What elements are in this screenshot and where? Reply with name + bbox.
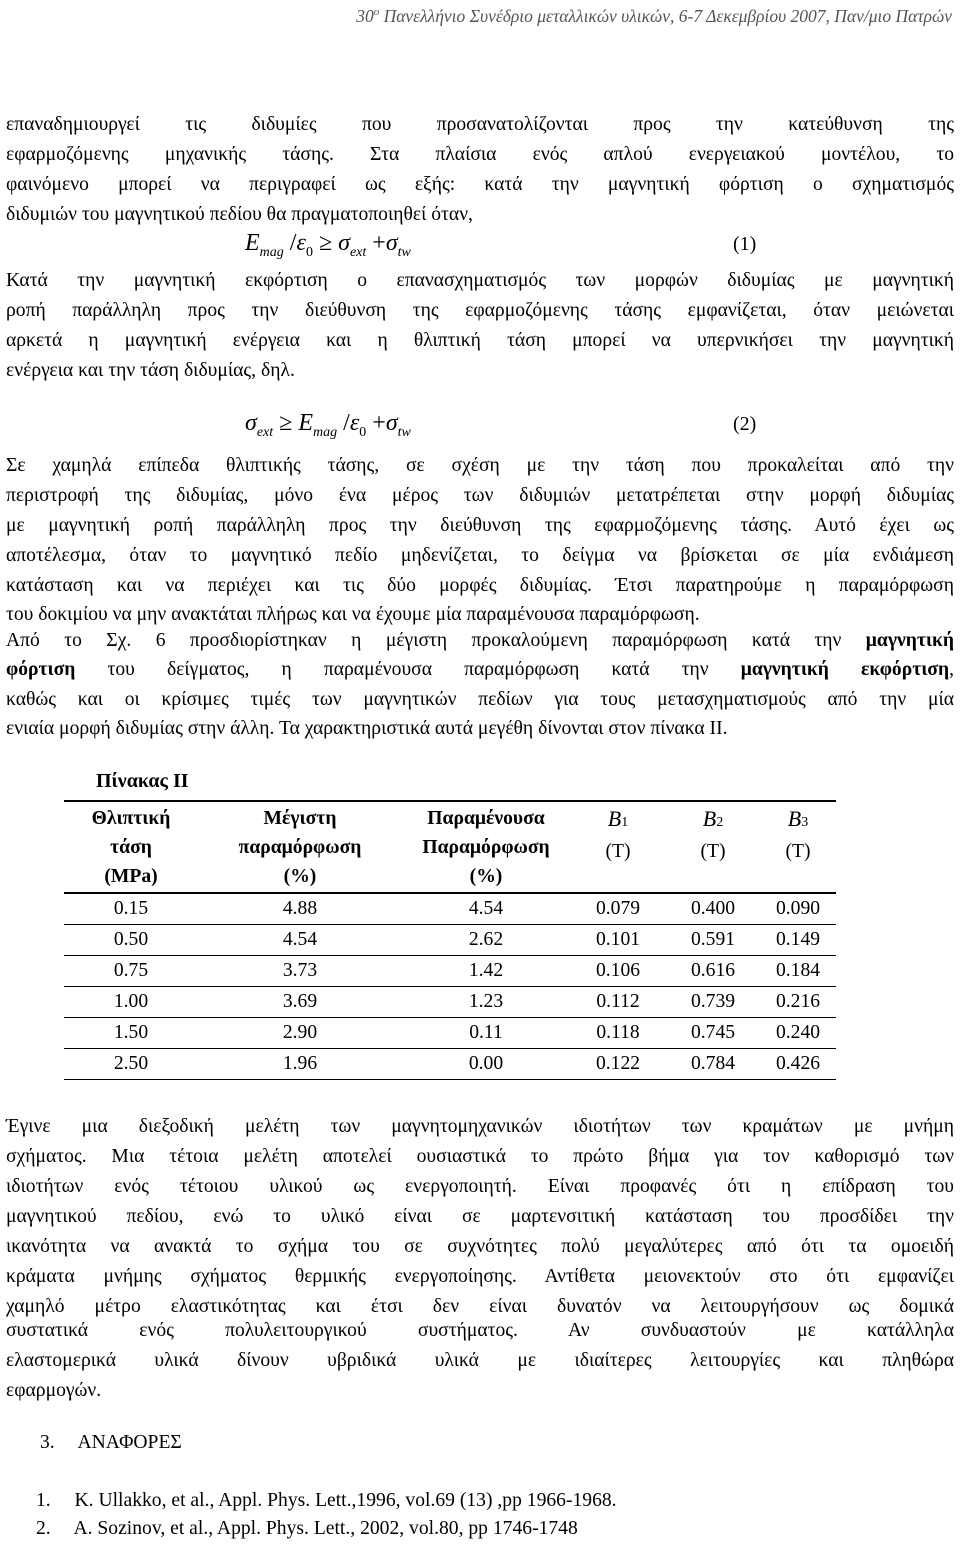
references-heading-num: 3. (40, 1432, 55, 1453)
eq2-eps: ε (349, 410, 360, 436)
table-row (64, 1049, 836, 1080)
header-text: (T) (700, 841, 726, 862)
table-cell: 3.73 (198, 956, 402, 987)
table-cell: 1.42 (402, 956, 570, 987)
table-cell: 4.54 (402, 893, 570, 925)
table-cell: 2.90 (198, 1018, 402, 1049)
table-cell: 0.00 (402, 1049, 570, 1080)
eq1-mag: mag (259, 245, 284, 260)
eq1-sigma-ext: σ (338, 230, 350, 256)
table-row (64, 925, 836, 956)
table-cell: 4.88 (198, 893, 402, 925)
text-line: του δοκιμίου να μην ανακτάται πλήρως και να έχουμε μία παραμένουσα παραμόρφωση. (6, 604, 700, 625)
header-cell (198, 801, 402, 893)
table-cell: 0.784 (666, 1049, 760, 1080)
text-line: ιδιοτήτων ενός τέτοιου υλικού ως ενεργοποιητή. Είναι προφανές ότι η επίδραση του (6, 1176, 954, 1197)
header-text: Μέγιστη (263, 808, 337, 829)
table-cell: 3.69 (198, 987, 402, 1018)
running-header (356, 6, 952, 27)
text-line: μαγνητικού πεδίου, ενώ το υλικό είναι σε μαρτενσιτική κατάσταση του προσδίδει την (6, 1206, 954, 1227)
table-header-row (64, 801, 836, 893)
para4-bold: μαγνητική εκφόρτιση (740, 659, 950, 680)
eq1-geq: ≥ (318, 230, 333, 256)
table-cell: 1.23 (402, 987, 570, 1018)
header-text: Παραμόρφωση (422, 837, 550, 858)
eq2-plus: + (372, 410, 386, 436)
text-line: επαναδημιουργεί τις διδυμίες που προσανατολίζονται προς την κατεύθυνση της (6, 114, 954, 135)
eq1-tw: tw (397, 245, 411, 260)
references-heading-text: ΑΝΑΦΟΡΕΣ (77, 1432, 182, 1453)
header-text: 3 (801, 815, 809, 830)
table-cell: 0.101 (570, 925, 666, 956)
eq2-tw: tw (397, 425, 411, 440)
eq1-eps: ε (296, 230, 306, 256)
equation-1 (245, 230, 411, 261)
header-text: 2 (716, 815, 724, 830)
table-cell: 0.122 (570, 1049, 666, 1080)
table-cell: 0.616 (666, 956, 760, 987)
text-line: ενέργεια και την τάση διδυμίας, δηλ. (6, 360, 295, 381)
eq2-ext: ext (256, 425, 274, 440)
header-text: Πανελλήνιο Συνέδριο μεταλλικών υλικών, 6-7 Δεκεμβρίου 2007, Παν/μιο Πατρών (379, 6, 952, 26)
text-line: κράματα μνήμης σχήματος θερμικής ενεργοποίησης. Αντίθετα μειονεκτούν στο ότι εμφανίζει (6, 1266, 954, 1287)
text-line: περιστροφή της διδυμίας, μόνο ένα μέρος των διδυμιών μετατρέπεται στην μορφή διδυμίας (6, 485, 954, 506)
table-cell: 0.112 (570, 987, 666, 1018)
reference-text: K. Ullakko, et al., Appl. Phys. Lett.,1996, vol.69 (13) ,pp 1966-1968. (74, 1490, 617, 1511)
para4-text: Από το Σχ. 6 προσδιορίστηκαν η μέγιστη προκαλούμενη παραμόρφωση κατά την (6, 630, 866, 651)
eq2-mag: mag (313, 425, 338, 440)
eq2-E: E (298, 410, 314, 436)
text-line: με μαγνητική ροπή παράλληλη προς την διεύθυνση της εφαρμοζόμενης τάσης. Αυτό έχει ως (6, 515, 954, 536)
para4-bold: φόρτιση (6, 659, 76, 680)
header-text: B (607, 806, 622, 831)
eq2-slash: / (343, 410, 350, 436)
text-line: Κατά την μαγνητική εκφόρτιση ο επανασχηματισμός των μορφών διδυμίας με μαγνητική (6, 270, 954, 291)
header-sup: ο (373, 6, 380, 19)
text-line: αρκετά η μαγνητική ενέργεια και η θλιπτική τάση μπορεί να υπερνικήσει την μαγνητική (6, 330, 954, 351)
para4-text: του δείγματος, η παραμένουσα παραμόρφωση κατά την (75, 659, 741, 680)
eq1-zero: 0 (305, 245, 313, 260)
table-cell: 0.216 (760, 987, 836, 1018)
eq2-zero: 0 (359, 425, 367, 440)
table-cell: 0.591 (666, 925, 760, 956)
text-line: διδυμιών του μαγνητικού πεδίου θα πραγματοποιηθεί όταν, (6, 204, 473, 225)
reference-num: 2. (36, 1518, 51, 1539)
table-cell: 0.11 (402, 1018, 570, 1049)
header-cell (402, 801, 570, 893)
table-row (64, 893, 836, 925)
text-line: καθώς και οι κρίσιμες τιμές των μαγνητικών πεδίων για τους μετασχηματισμούς από την μία (6, 689, 954, 710)
reference-item (36, 1518, 578, 1540)
equation-1-number: (1) (733, 233, 757, 255)
text-line: ικανότητα να ανακτά το σχήμα του σε συχνότητες πολύ μεγαλύτερες από ότι τα ομοειδή (6, 1236, 954, 1257)
table-caption: Πίνακας ΙΙ (96, 770, 189, 792)
text-line: Έγινε μια διεξοδική μελέτη των μαγνητομηχανικών ιδιοτήτων των κραμάτων με μνήμη (6, 1116, 954, 1137)
header-text: (T) (605, 841, 631, 862)
text-line: ροπή παράλληλη προς την διεύθυνση της εφαρμοζόμενης τάσης εμφανίζεται, όταν μειώνεται (6, 300, 954, 321)
header-cell (570, 801, 666, 893)
header-text: Παραμένουσα (427, 808, 545, 829)
header-text: Θλιπτική (91, 808, 171, 829)
header-text: τάση (110, 837, 152, 858)
reference-text: A. Sozinov, et al., Appl. Phys. Lett., 2002, vol.80, pp 1746-1748 (73, 1518, 578, 1539)
eq2-sigma-tw: σ (385, 410, 398, 436)
equation-2 (245, 410, 411, 441)
table-cell: 2.50 (64, 1049, 198, 1080)
references-heading (40, 1432, 182, 1454)
table-cell: 1.50 (64, 1018, 198, 1049)
table-cell: 0.50 (64, 925, 198, 956)
text-line: φαινόμενο μπορεί να περιγραφεί ως εξής: κατά την μαγνητική φόρτιση ο σχηματισμός (6, 174, 954, 195)
table-cell: 0.739 (666, 987, 760, 1018)
header-text: (%) (283, 866, 317, 887)
table-cell: 0.118 (570, 1018, 666, 1049)
table-cell: 0.426 (760, 1049, 836, 1080)
table-cell: 0.400 (666, 893, 760, 925)
table-cell: 0.75 (64, 956, 198, 987)
text-line: χαμηλό μέτρο ελαστικότητας και έτσι δεν είναι δυνατόν να λειτουργήσουν ως δομικά (6, 1296, 954, 1317)
text-line: αποτέλεσμα, όταν το μαγνητικό πεδίο μηδενίζεται, το δείγμα να βρίσκεται σε μία ενδιάμεση (6, 545, 954, 566)
header-text: (T) (785, 841, 811, 862)
data-table (64, 800, 836, 1080)
text-line (6, 626, 954, 655)
header-text: B (702, 806, 717, 831)
text-line: συστατικά ενός πολυλειτουργικού συστήματος. Αν συνδυαστούν με κατάλληλα (6, 1320, 954, 1341)
header-text: (%) (469, 866, 503, 887)
header-text: B (787, 806, 802, 831)
table-cell: 0.106 (570, 956, 666, 987)
eq1-E: E (245, 230, 260, 256)
table-cell: 0.745 (666, 1018, 760, 1049)
table-cell: 1.00 (64, 987, 198, 1018)
table-cell: 0.15 (64, 893, 198, 925)
text-line: ελαστομερικά υλικά δίνουν υβριδικά υλικά με ιδιαίτερες λειτουργίες και πληθώρα (6, 1350, 954, 1371)
header-cell (666, 801, 760, 893)
reference-num: 1. (36, 1490, 51, 1511)
eq2-sigma-ext: σ (245, 410, 257, 436)
text-line: σχήματος. Μια τέτοια μελέτη αποτελεί ουσιαστικά το πρώτο βήμα για τον καθορισμό των (6, 1146, 954, 1167)
text-line (6, 655, 954, 684)
header-text: παραμόρφωση (238, 837, 362, 858)
text-line: εφαρμογών. (6, 1380, 102, 1401)
eq1-sigma-tw: σ (385, 230, 398, 256)
eq2-geq: ≥ (279, 410, 293, 436)
table-cell: 0.079 (570, 893, 666, 925)
table-row (64, 956, 836, 987)
para4-bold: μαγνητική (865, 630, 954, 651)
eq1-slash: / (289, 230, 297, 256)
eq1-ext: ext (349, 245, 367, 260)
header-text: 1 (621, 815, 629, 830)
text-line: κατάσταση και να περιέχει και τις δύο μορφές διδυμίας. Έτσι παρατηρούμε η παραμόρφωση (6, 575, 954, 596)
table-cell: 4.54 (198, 925, 402, 956)
table-cell: 1.96 (198, 1049, 402, 1080)
table-cell: 0.090 (760, 893, 836, 925)
table-row (64, 987, 836, 1018)
eq1-plus: + (372, 230, 386, 256)
header-num: 30 (356, 6, 374, 26)
text-line: ενιαία μορφή διδυμίας στην άλλη. Τα χαρακτηριστικά αυτά μεγέθη δίνονται στον πίνακα ΙΙ. (6, 718, 728, 739)
header-text: (MPa) (104, 866, 158, 887)
equation-2-number: (2) (733, 413, 757, 435)
table-cell: 2.62 (402, 925, 570, 956)
header-cell (64, 801, 198, 893)
text-line: Σε χαμηλά επίπεδα θλιπτικής τάσης, σε σχέση με την τάση που προκαλείται από την (6, 455, 954, 476)
para4-text: , (949, 659, 954, 680)
reference-item (36, 1490, 617, 1512)
table-cell: 0.149 (760, 925, 836, 956)
table-row (64, 1018, 836, 1049)
header-cell (760, 801, 836, 893)
table-cell: 0.240 (760, 1018, 836, 1049)
text-line: εφαρμοζόμενης μηχανικής τάσης. Στα πλαίσια ενός απλού ενεργειακού μοντέλου, το (6, 144, 954, 165)
table-cell: 0.184 (760, 956, 836, 987)
